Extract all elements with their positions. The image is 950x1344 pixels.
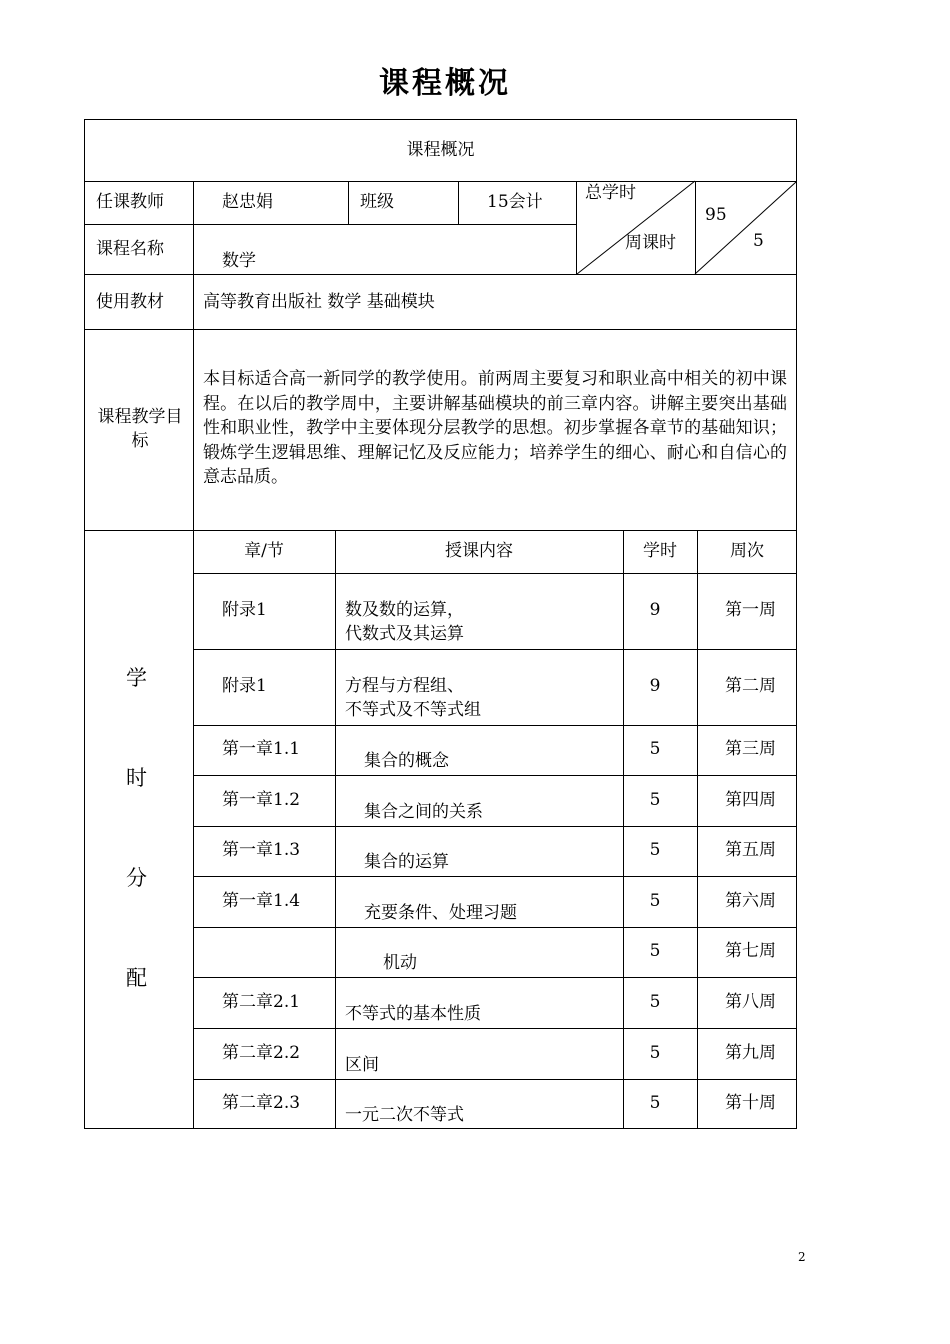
row-hours: 5 bbox=[649, 840, 661, 860]
row-content: 集合的运算 bbox=[364, 852, 449, 872]
objective-text: 本目标适合高一新同学的教学使用。前两周主要复习和职业高中相关的初中课程。在以后的教学周中，主要讲解基础模块的前三章内容。讲解主要突出基础性和职业性，教学中主要体现分层教学的思想。初步掌握各章节的基础知识；锻炼学生逻辑思维、理解记忆及反应能力；培养学生的细心、耐心和自信心的意志品质。 bbox=[203, 369, 787, 487]
row-chapter: 附录1 bbox=[222, 600, 267, 620]
row-week: 第八周 bbox=[725, 992, 776, 1012]
row-content-line2: 代数式及其运算 bbox=[345, 624, 464, 644]
row-content: 一元二次不等式 bbox=[345, 1105, 464, 1125]
allocation-char-1: 学 bbox=[126, 666, 147, 690]
textbook-value: 高等教育出版社 数学 基础模块 bbox=[203, 292, 435, 312]
row-week: 第二周 bbox=[725, 676, 776, 696]
textbook-label: 使用教材 bbox=[96, 292, 164, 312]
objective-label: 课程教学目标 bbox=[97, 407, 183, 451]
total-hours-label: 总学时 bbox=[585, 183, 636, 203]
row-chapter: 第一章1.1 bbox=[222, 739, 301, 759]
row-chapter: 附录1 bbox=[222, 676, 267, 696]
row-content: 充要条件、处理习题 bbox=[364, 903, 517, 923]
row-week: 第十周 bbox=[725, 1093, 776, 1113]
col-header-week: 周次 bbox=[730, 541, 764, 561]
row-chapter: 第一章1.2 bbox=[222, 790, 301, 810]
row-week: 第一周 bbox=[725, 600, 776, 620]
row-chapter: 第一章1.4 bbox=[222, 891, 301, 911]
row-chapter: 第二章2.3 bbox=[222, 1093, 301, 1113]
row-hours: 5 bbox=[649, 1093, 661, 1113]
teacher-label: 任课教师 bbox=[96, 192, 164, 212]
row-content: 方程与方程组、 bbox=[345, 676, 464, 696]
row-week: 第六周 bbox=[725, 891, 776, 911]
allocation-char-2: 时 bbox=[126, 766, 147, 790]
row-hours: 5 bbox=[649, 891, 661, 911]
row-week: 第九周 bbox=[725, 1043, 776, 1063]
row-week: 第四周 bbox=[725, 790, 776, 810]
row-hours: 9 bbox=[649, 600, 661, 620]
row-chapter: 第二章2.1 bbox=[222, 992, 301, 1012]
allocation-char-3: 分 bbox=[126, 866, 147, 890]
class-label: 班级 bbox=[360, 192, 394, 212]
row-hours: 5 bbox=[649, 790, 661, 810]
class-value: 15会计 bbox=[487, 192, 543, 212]
page-title: 课程概况 bbox=[379, 66, 511, 101]
col-header-hours: 学时 bbox=[643, 541, 677, 561]
row-hours: 5 bbox=[649, 1043, 661, 1063]
col-header-chapter: 章/节 bbox=[244, 541, 284, 561]
row-content-line2: 不等式及不等式组 bbox=[345, 700, 481, 720]
row-hours: 5 bbox=[649, 739, 661, 759]
row-content: 区间 bbox=[345, 1055, 379, 1075]
row-week: 第七周 bbox=[725, 941, 776, 961]
page-number: 2 bbox=[798, 1250, 806, 1264]
table-caption: 课程概况 bbox=[406, 140, 475, 160]
row-hours: 5 bbox=[649, 941, 661, 961]
row-content: 机动 bbox=[383, 953, 417, 973]
total-hours-value: 95 bbox=[705, 205, 727, 225]
row-content: 不等式的基本性质 bbox=[345, 1004, 481, 1024]
row-hours: 9 bbox=[649, 676, 661, 696]
col-header-content: 授课内容 bbox=[445, 541, 513, 561]
row-week: 第五周 bbox=[725, 840, 776, 860]
row-content: 数及数的运算， bbox=[345, 600, 464, 620]
row-chapter: 第一章1.3 bbox=[222, 840, 301, 860]
row-week: 第三周 bbox=[725, 739, 776, 759]
row-content: 集合之间的关系 bbox=[364, 802, 483, 822]
allocation-char-4: 配 bbox=[126, 966, 147, 990]
row-chapter: 第二章2.2 bbox=[222, 1043, 301, 1063]
course-name-label: 课程名称 bbox=[96, 239, 164, 259]
course-name-value: 数学 bbox=[222, 251, 256, 271]
weekly-hours-value: 5 bbox=[753, 231, 764, 251]
row-content: 集合的概念 bbox=[364, 751, 449, 771]
row-hours: 5 bbox=[649, 992, 661, 1012]
weekly-hours-label: 周课时 bbox=[625, 233, 676, 253]
teacher-value: 赵忠娟 bbox=[222, 192, 273, 212]
